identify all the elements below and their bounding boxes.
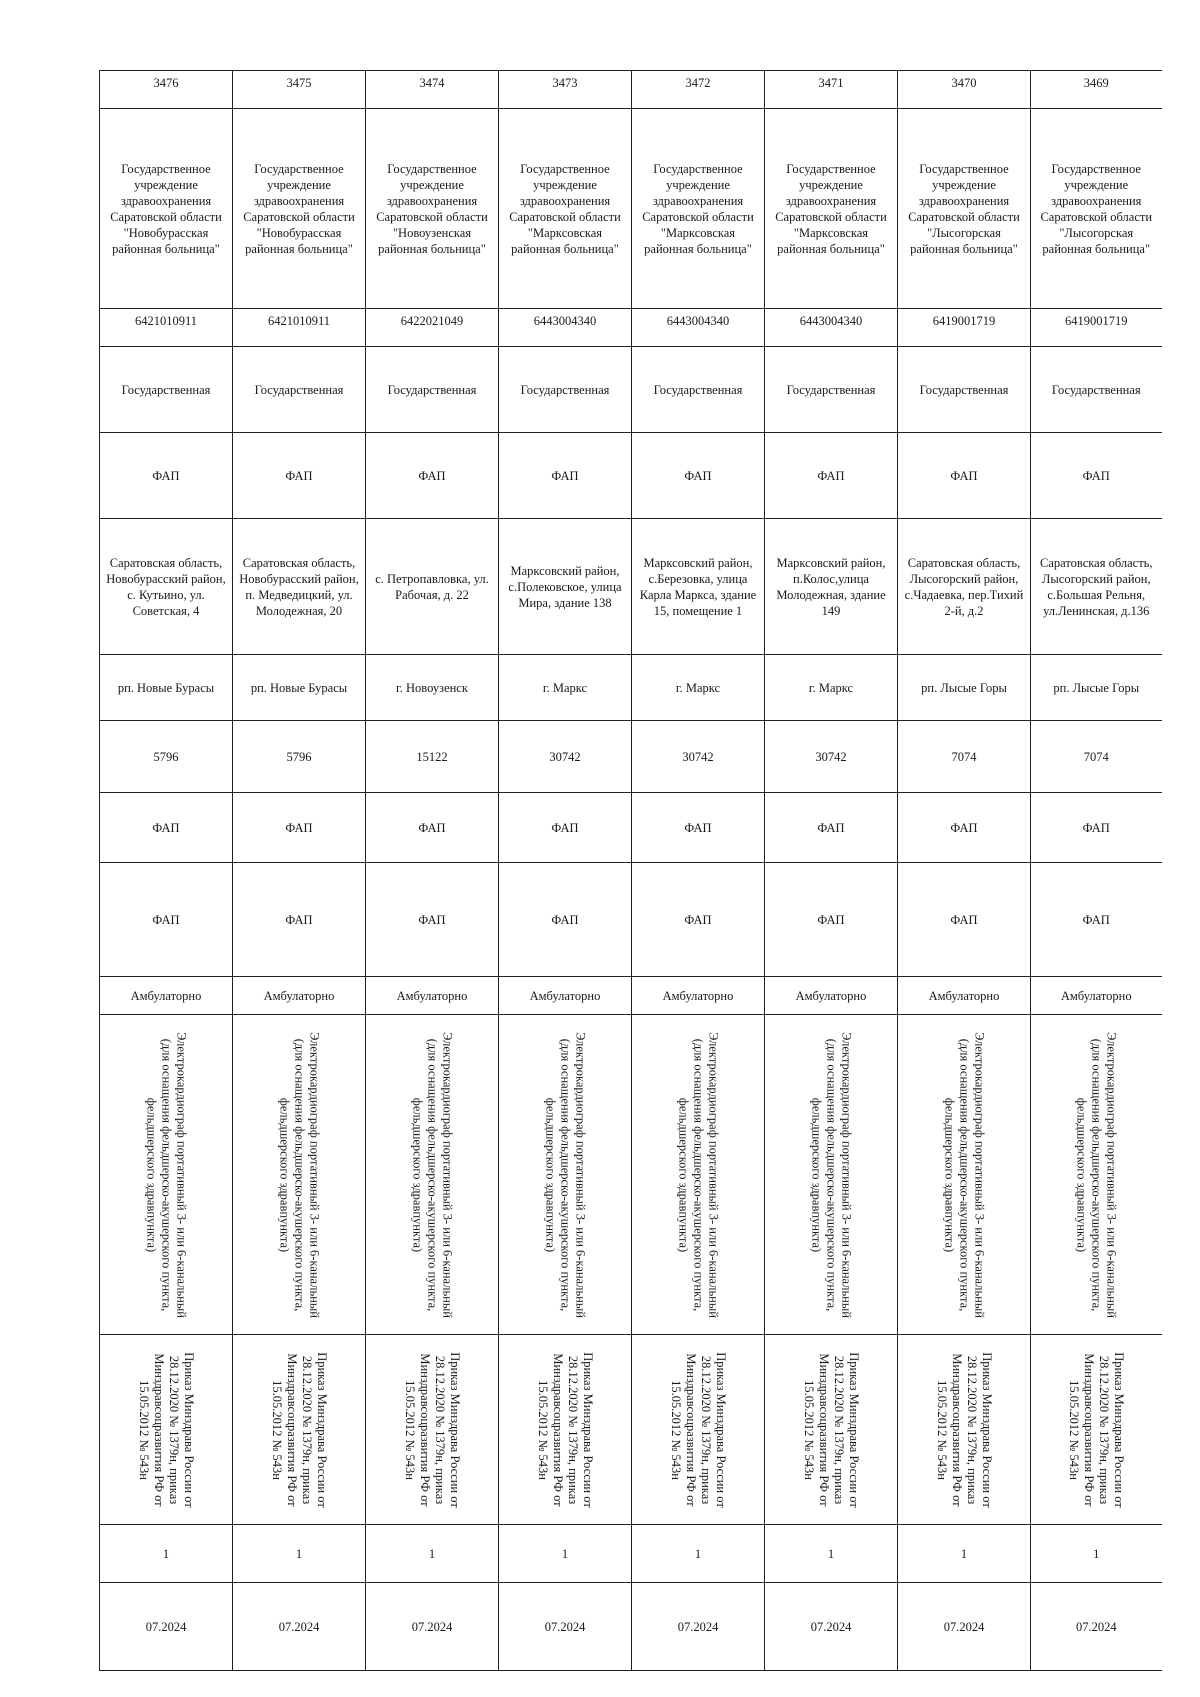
cell-equipment xyxy=(100,1015,233,1335)
cell-quantity: 1 xyxy=(765,1525,898,1583)
cell-record-id: 3472 xyxy=(632,71,765,109)
cell-inn: 6419001719 xyxy=(1031,309,1162,347)
cell-facility-type: ФАП xyxy=(233,433,366,519)
cell-address: Саратовская область, Новобурасский район, п. Медведицкий, ул. Молодежная, 20 xyxy=(233,519,366,655)
cell-organization: Государственное учреждение здравоохранения Саратовской области "Марксовская районная больница" xyxy=(765,109,898,309)
cell-record-id: 3475 xyxy=(233,71,366,109)
cell-care-form: Амбулаторно xyxy=(499,977,632,1015)
cell-unit-secondary: ФАП xyxy=(1031,863,1162,977)
cell-unit-secondary: ФАП xyxy=(765,863,898,977)
cell-quantity: 1 xyxy=(898,1525,1031,1583)
cell-address: с. Петропавловка, ул. Рабочая, д. 22 xyxy=(366,519,499,655)
equipment-text: Электрокардиограф портативный 3- или 6-канальный (для оснащения фельдшерско-акушерского пункта, фельдшерского здравпункта) xyxy=(543,1031,588,1318)
cell-deadline: 07.2024 xyxy=(1031,1583,1162,1671)
cell-quantity: 1 xyxy=(632,1525,765,1583)
regulation-text: Приказ Минздрава России от 28.12.2020 № 1379н, приказ Минздравсоцразвития РФ от 15.05.2012 № 543н xyxy=(270,1351,329,1508)
cell-record-id: 3473 xyxy=(499,71,632,109)
cell-ownership: Государственная xyxy=(1031,347,1162,433)
equipment-text: Электрокардиограф портативный 3- или 6-канальный (для оснащения фельдшерско-акушерского пункта, фельдшерского здравпункта) xyxy=(144,1031,189,1318)
row-record-id xyxy=(100,71,1162,109)
cell-regulation xyxy=(366,1335,499,1525)
cell-quantity: 1 xyxy=(233,1525,366,1583)
cell-care-form: Амбулаторно xyxy=(366,977,499,1015)
cell-facility-type: ФАП xyxy=(765,433,898,519)
cell-unit-primary: ФАП xyxy=(499,793,632,863)
cell-settlement: г. Маркс xyxy=(765,655,898,721)
regulation-text: Приказ Минздрава России от 28.12.2020 № 1379н, приказ Минздравсоцразвития РФ от 15.05.2012 № 543н xyxy=(1067,1351,1127,1508)
cell-inn: 6421010911 xyxy=(233,309,366,347)
cell-equipment xyxy=(632,1015,765,1335)
cell-equipment xyxy=(765,1015,898,1335)
cell-care-form: Амбулаторно xyxy=(233,977,366,1015)
cell-equipment xyxy=(898,1015,1031,1335)
cell-inn: 6422021049 xyxy=(366,309,499,347)
cell-record-id: 3476 xyxy=(100,71,233,109)
cell-inn: 6443004340 xyxy=(499,309,632,347)
cell-care-form: Амбулаторно xyxy=(1031,977,1162,1015)
cell-regulation xyxy=(1031,1335,1162,1525)
cell-inn: 6419001719 xyxy=(898,309,1031,347)
row-population xyxy=(100,721,1162,793)
row-ownership xyxy=(100,347,1162,433)
cell-unit-secondary: ФАП xyxy=(898,863,1031,977)
cell-deadline: 07.2024 xyxy=(366,1583,499,1671)
cell-regulation xyxy=(233,1335,366,1525)
row-facility-type xyxy=(100,433,1162,519)
cell-population: 5796 xyxy=(233,721,366,793)
cell-address: Саратовская область, Лысогорский район, с.Большая Рельня, ул.Ленинская, д.136 xyxy=(1031,519,1162,655)
cell-unit-primary: ФАП xyxy=(1031,793,1162,863)
equipment-text: Электрокардиограф портативный 3- или 6-канальный (для оснащения фельдшерско-акушерского пункта, фельдшерского здравпункта) xyxy=(410,1031,455,1318)
cell-facility-type: ФАП xyxy=(898,433,1031,519)
cell-regulation xyxy=(898,1335,1031,1525)
cell-record-id: 3474 xyxy=(366,71,499,109)
row-deadline xyxy=(100,1583,1162,1671)
regulation-text: Приказ Минздрава России от 28.12.2020 № 1379н, приказ Минздравсоцразвития РФ от 15.05.2012 № 543н xyxy=(669,1351,728,1508)
cell-care-form: Амбулаторно xyxy=(632,977,765,1015)
cell-equipment xyxy=(233,1015,366,1335)
cell-settlement: г. Новоузенск xyxy=(366,655,499,721)
cell-quantity: 1 xyxy=(499,1525,632,1583)
regulation-text: Приказ Минздрава России от 28.12.2020 № 1379н, приказ Минздравсоцразвития РФ от 15.05.2012 № 543н xyxy=(802,1351,861,1508)
cell-record-id: 3470 xyxy=(898,71,1031,109)
cell-unit-secondary: ФАП xyxy=(233,863,366,977)
cell-deadline: 07.2024 xyxy=(233,1583,366,1671)
cell-settlement: рп. Лысые Горы xyxy=(898,655,1031,721)
cell-care-form: Амбулаторно xyxy=(765,977,898,1015)
cell-population: 15122 xyxy=(366,721,499,793)
cell-unit-secondary: ФАП xyxy=(366,863,499,977)
cell-equipment xyxy=(366,1015,499,1335)
cell-unit-primary: ФАП xyxy=(765,793,898,863)
cell-inn: 6443004340 xyxy=(765,309,898,347)
cell-population: 30742 xyxy=(499,721,632,793)
cell-unit-primary: ФАП xyxy=(898,793,1031,863)
row-care-form xyxy=(100,977,1162,1015)
cell-address: Саратовская область, Новобурасский район, с. Кутьино, ул. Советская, 4 xyxy=(100,519,233,655)
cell-ownership: Государственная xyxy=(366,347,499,433)
cell-population: 30742 xyxy=(632,721,765,793)
cell-settlement: рп. Лысые Горы xyxy=(1031,655,1162,721)
cell-unit-secondary: ФАП xyxy=(100,863,233,977)
cell-inn: 6421010911 xyxy=(100,309,233,347)
cell-quantity: 1 xyxy=(100,1525,233,1583)
cell-population: 5796 xyxy=(100,721,233,793)
cell-unit-primary: ФАП xyxy=(632,793,765,863)
cell-ownership: Государственная xyxy=(499,347,632,433)
cell-unit-primary: ФАП xyxy=(366,793,499,863)
cell-settlement: рп. Новые Бурасы xyxy=(233,655,366,721)
cell-regulation xyxy=(499,1335,632,1525)
cell-regulation xyxy=(632,1335,765,1525)
cell-deadline: 07.2024 xyxy=(765,1583,898,1671)
cell-organization: Государственное учреждение здравоохранения Саратовской области "Новобурасская районная больница" xyxy=(233,109,366,309)
cell-facility-type: ФАП xyxy=(632,433,765,519)
cell-settlement: рп. Новые Бурасы xyxy=(100,655,233,721)
cell-regulation xyxy=(100,1335,233,1525)
cell-regulation xyxy=(765,1335,898,1525)
cell-record-id: 3471 xyxy=(765,71,898,109)
cell-ownership: Государственная xyxy=(100,347,233,433)
cell-unit-primary: ФАП xyxy=(100,793,233,863)
cell-facility-type: ФАП xyxy=(499,433,632,519)
cell-deadline: 07.2024 xyxy=(632,1583,765,1671)
cell-address: Марксовский район, с.Полековское, улица Мира, здание 138 xyxy=(499,519,632,655)
row-settlement xyxy=(100,655,1162,721)
cell-organization: Государственное учреждение здравоохранения Саратовской области "Лысогорская районная больница" xyxy=(898,109,1031,309)
cell-population: 7074 xyxy=(898,721,1031,793)
cell-ownership: Государственная xyxy=(765,347,898,433)
cell-ownership: Государственная xyxy=(233,347,366,433)
cell-record-id: 3469 xyxy=(1031,71,1162,109)
cell-facility-type: ФАП xyxy=(366,433,499,519)
cell-unit-primary: ФАП xyxy=(233,793,366,863)
equipment-text: Электрокардиограф портативный 3- или 6-канальный (для оснащения фельдшерско-акушерского пункта, фельдшерского здравпункта) xyxy=(676,1031,721,1318)
row-unit-primary xyxy=(100,793,1162,863)
cell-quantity: 1 xyxy=(366,1525,499,1583)
row-organization xyxy=(100,109,1162,309)
equipment-text: Электрокардиограф портативный 3- или 6-канальный (для оснащения фельдшерско-акушерского пункта, фельдшерского здравпункта) xyxy=(942,1031,987,1318)
cell-population: 30742 xyxy=(765,721,898,793)
row-equipment xyxy=(100,1015,1162,1335)
cell-organization: Государственное учреждение здравоохранения Саратовской области "Новоузенская районная больница" xyxy=(366,109,499,309)
cell-unit-secondary: ФАП xyxy=(632,863,765,977)
regulation-text: Приказ Минздрава России от 28.12.2020 № 1379н, приказ Минздравсоцразвития РФ от 15.05.2012 № 543н xyxy=(935,1351,994,1508)
regulation-text: Приказ Минздрава России от 28.12.2020 № 1379н, приказ Минздравсоцразвития РФ от 15.05.2012 № 543н xyxy=(403,1351,462,1508)
cell-organization: Государственное учреждение здравоохранения Саратовской области "Новобурасская районная больница" xyxy=(100,109,233,309)
regulation-text: Приказ Минздрава России от 28.12.2020 № 1379н, приказ Минздравсоцразвития РФ от 15.05.2012 № 543н xyxy=(536,1351,595,1508)
cell-care-form: Амбулаторно xyxy=(898,977,1031,1015)
cell-inn: 6443004340 xyxy=(632,309,765,347)
cell-deadline: 07.2024 xyxy=(100,1583,233,1671)
equipment-table xyxy=(99,70,1162,1671)
equipment-text: Электрокардиограф портативный 3- или 6-канальный (для оснащения фельдшерско-акушерского пункта, фельдшерского здравпункта) xyxy=(277,1031,322,1318)
cell-deadline: 07.2024 xyxy=(499,1583,632,1671)
cell-equipment xyxy=(1031,1015,1162,1335)
cell-organization: Государственное учреждение здравоохранения Саратовской области "Марксовская районная больница" xyxy=(499,109,632,309)
equipment-text: Электрокардиограф портативный 3- или 6-канальный (для оснащения фельдшерско-акушерского пункта, фельдшерского здравпункта) xyxy=(809,1031,854,1318)
cell-care-form: Амбулаторно xyxy=(100,977,233,1015)
row-inn xyxy=(100,309,1162,347)
cell-address: Марксовский район, п.Колос,улица Молодежная, здание 149 xyxy=(765,519,898,655)
row-regulation xyxy=(100,1335,1162,1525)
cell-facility-type: ФАП xyxy=(1031,433,1162,519)
equipment-text: Электрокардиограф портативный 3- или 6-канальный (для оснащения фельдшерско-акушерского пункта, фельдшерского здравпункта) xyxy=(1074,1031,1119,1318)
cell-address: Саратовская область, Лысогорский район, с.Чадаевка, пер.Тихий 2-й, д.2 xyxy=(898,519,1031,655)
cell-address: Марксовский район, с.Березовка, улица Карла Маркса, здание 15, помещение 1 xyxy=(632,519,765,655)
cell-unit-secondary: ФАП xyxy=(499,863,632,977)
document-table-page xyxy=(99,70,1161,1670)
cell-ownership: Государственная xyxy=(898,347,1031,433)
cell-settlement: г. Маркс xyxy=(499,655,632,721)
cell-facility-type: ФАП xyxy=(100,433,233,519)
row-unit-secondary xyxy=(100,863,1162,977)
cell-quantity: 1 xyxy=(1031,1525,1162,1583)
cell-organization: Государственное учреждение здравоохранения Саратовской области "Лысогорская районная больница" xyxy=(1031,109,1162,309)
regulation-text: Приказ Минздрава России от 28.12.2020 № 1379н, приказ Минздравсоцразвития РФ от 15.05.2012 № 543н xyxy=(137,1351,196,1508)
cell-organization: Государственное учреждение здравоохранения Саратовской области "Марксовская районная больница" xyxy=(632,109,765,309)
row-address xyxy=(100,519,1162,655)
row-quantity xyxy=(100,1525,1162,1583)
cell-deadline: 07.2024 xyxy=(898,1583,1031,1671)
cell-ownership: Государственная xyxy=(632,347,765,433)
cell-settlement: г. Маркс xyxy=(632,655,765,721)
cell-equipment xyxy=(499,1015,632,1335)
cell-population: 7074 xyxy=(1031,721,1162,793)
